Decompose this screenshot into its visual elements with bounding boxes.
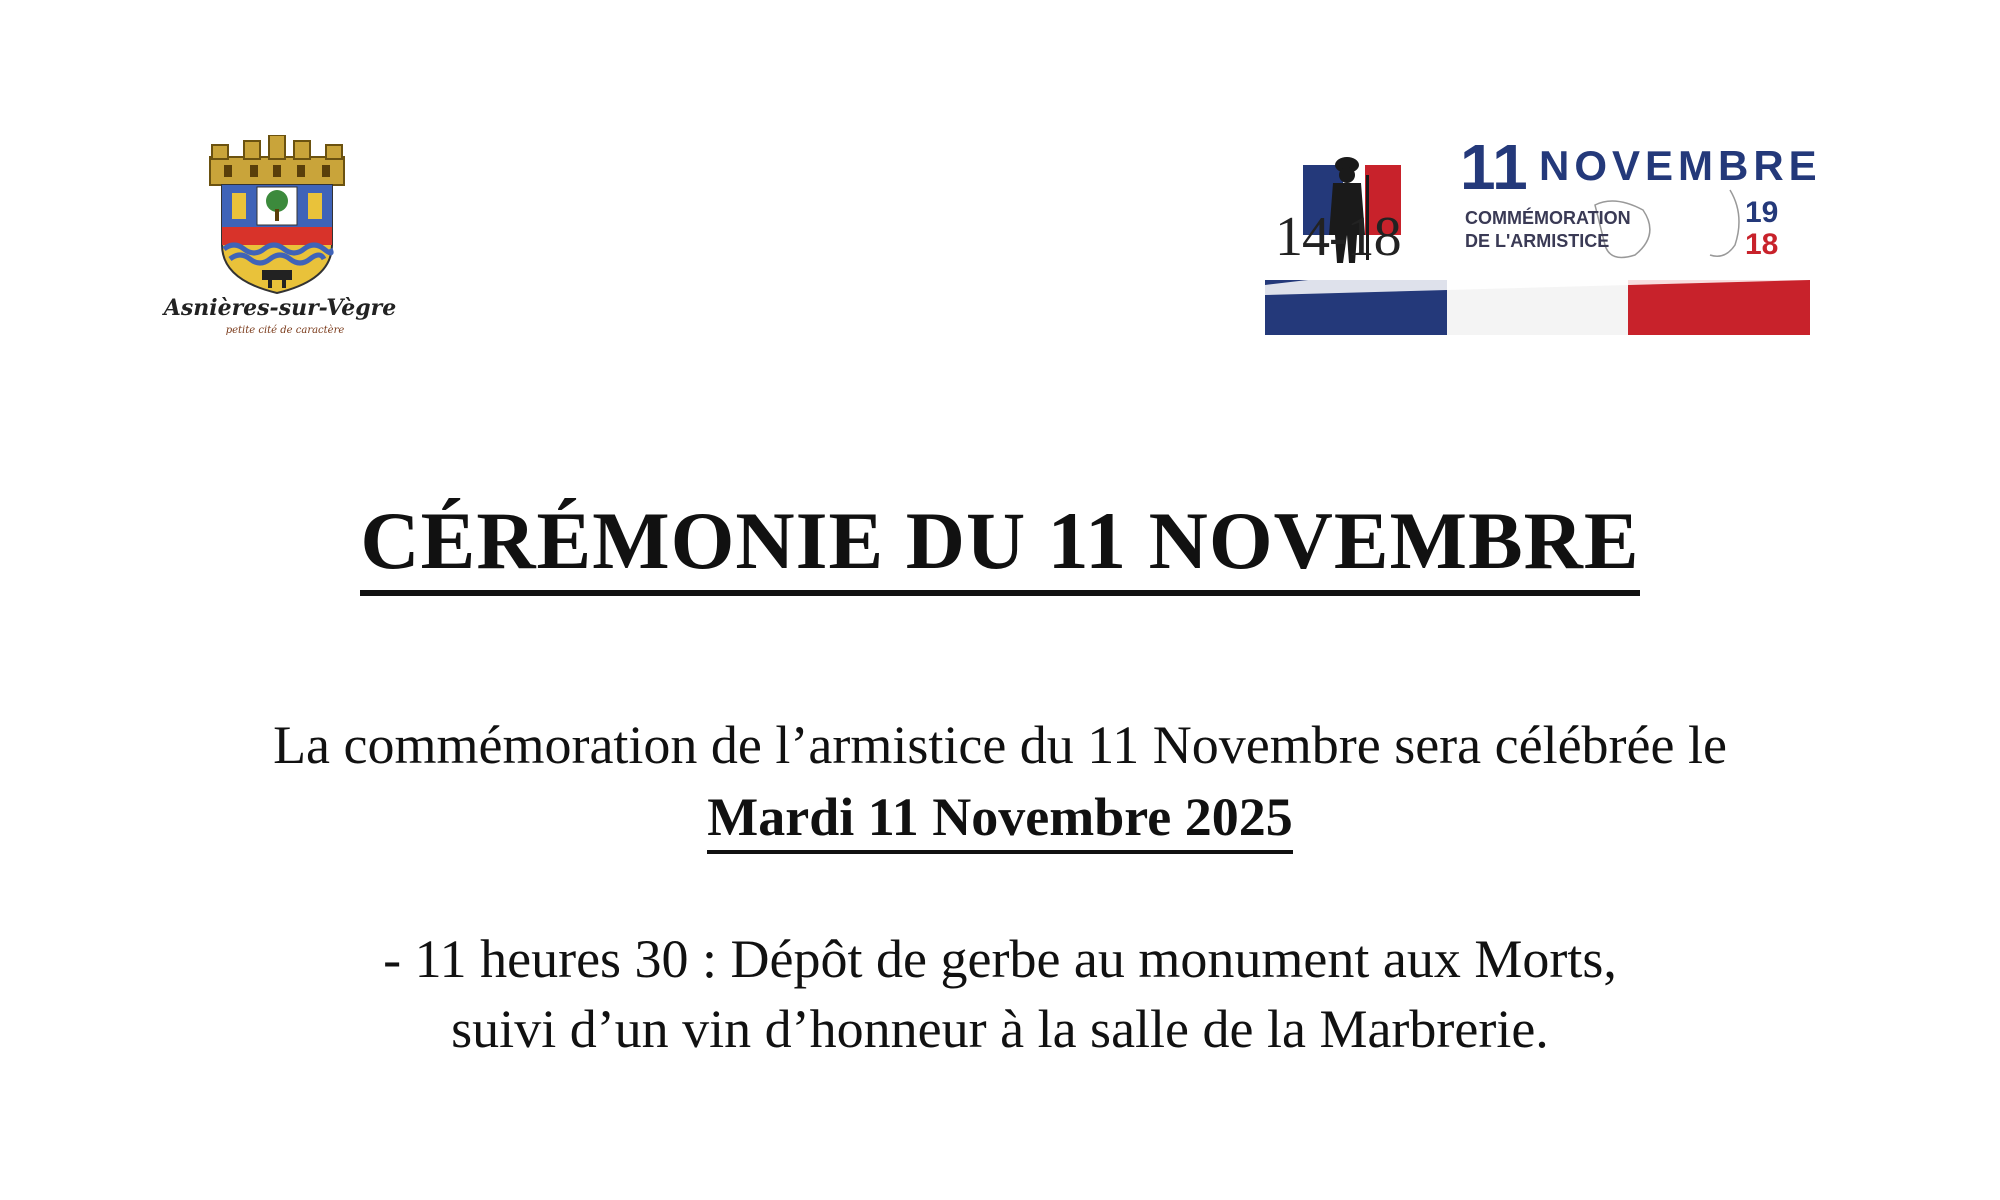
coat-of-arms-icon — [202, 135, 352, 295]
town-name: Asnières-sur-Vègre — [163, 295, 397, 321]
banner-subtitle-line2: DE L'ARMISTICE — [1465, 231, 1610, 252]
event-date-text: Mardi 11 Novembre 2025 — [707, 790, 1292, 854]
armistice-banner — [1265, 131, 1822, 340]
banner-subtitle-line1: COMMÉMORATION — [1465, 208, 1631, 228]
town-tagline: petite cité de caractère — [225, 325, 345, 336]
banner-years-left: 14-18 — [1275, 206, 1401, 268]
page-title — [0, 495, 2000, 596]
town-logo — [160, 135, 400, 335]
schedule-line-1: - 11 heures 30 : Dépôt de gerbe au monument aux Morts, — [383, 929, 1617, 989]
banner-month: NOVEMBRE — [1539, 142, 1822, 189]
banner-years-right — [1745, 197, 1778, 260]
page-title-text: CÉRÉMONIE DU 11 NOVEMBRE — [360, 500, 1639, 596]
banner-day: 11 — [1460, 131, 1528, 203]
banner-year-top: 19 — [1745, 196, 1779, 229]
banner-subtitle — [1465, 207, 1631, 254]
schedule-line-2: suivi d’un vin d’honneur à la salle de la Marbrerie. — [451, 999, 1549, 1059]
event-date — [0, 787, 2000, 854]
intro-text: La commémoration de l’armistice du 11 Novembre sera célébrée le — [273, 715, 1727, 775]
banner-year-bottom: 18 — [1745, 227, 1779, 261]
